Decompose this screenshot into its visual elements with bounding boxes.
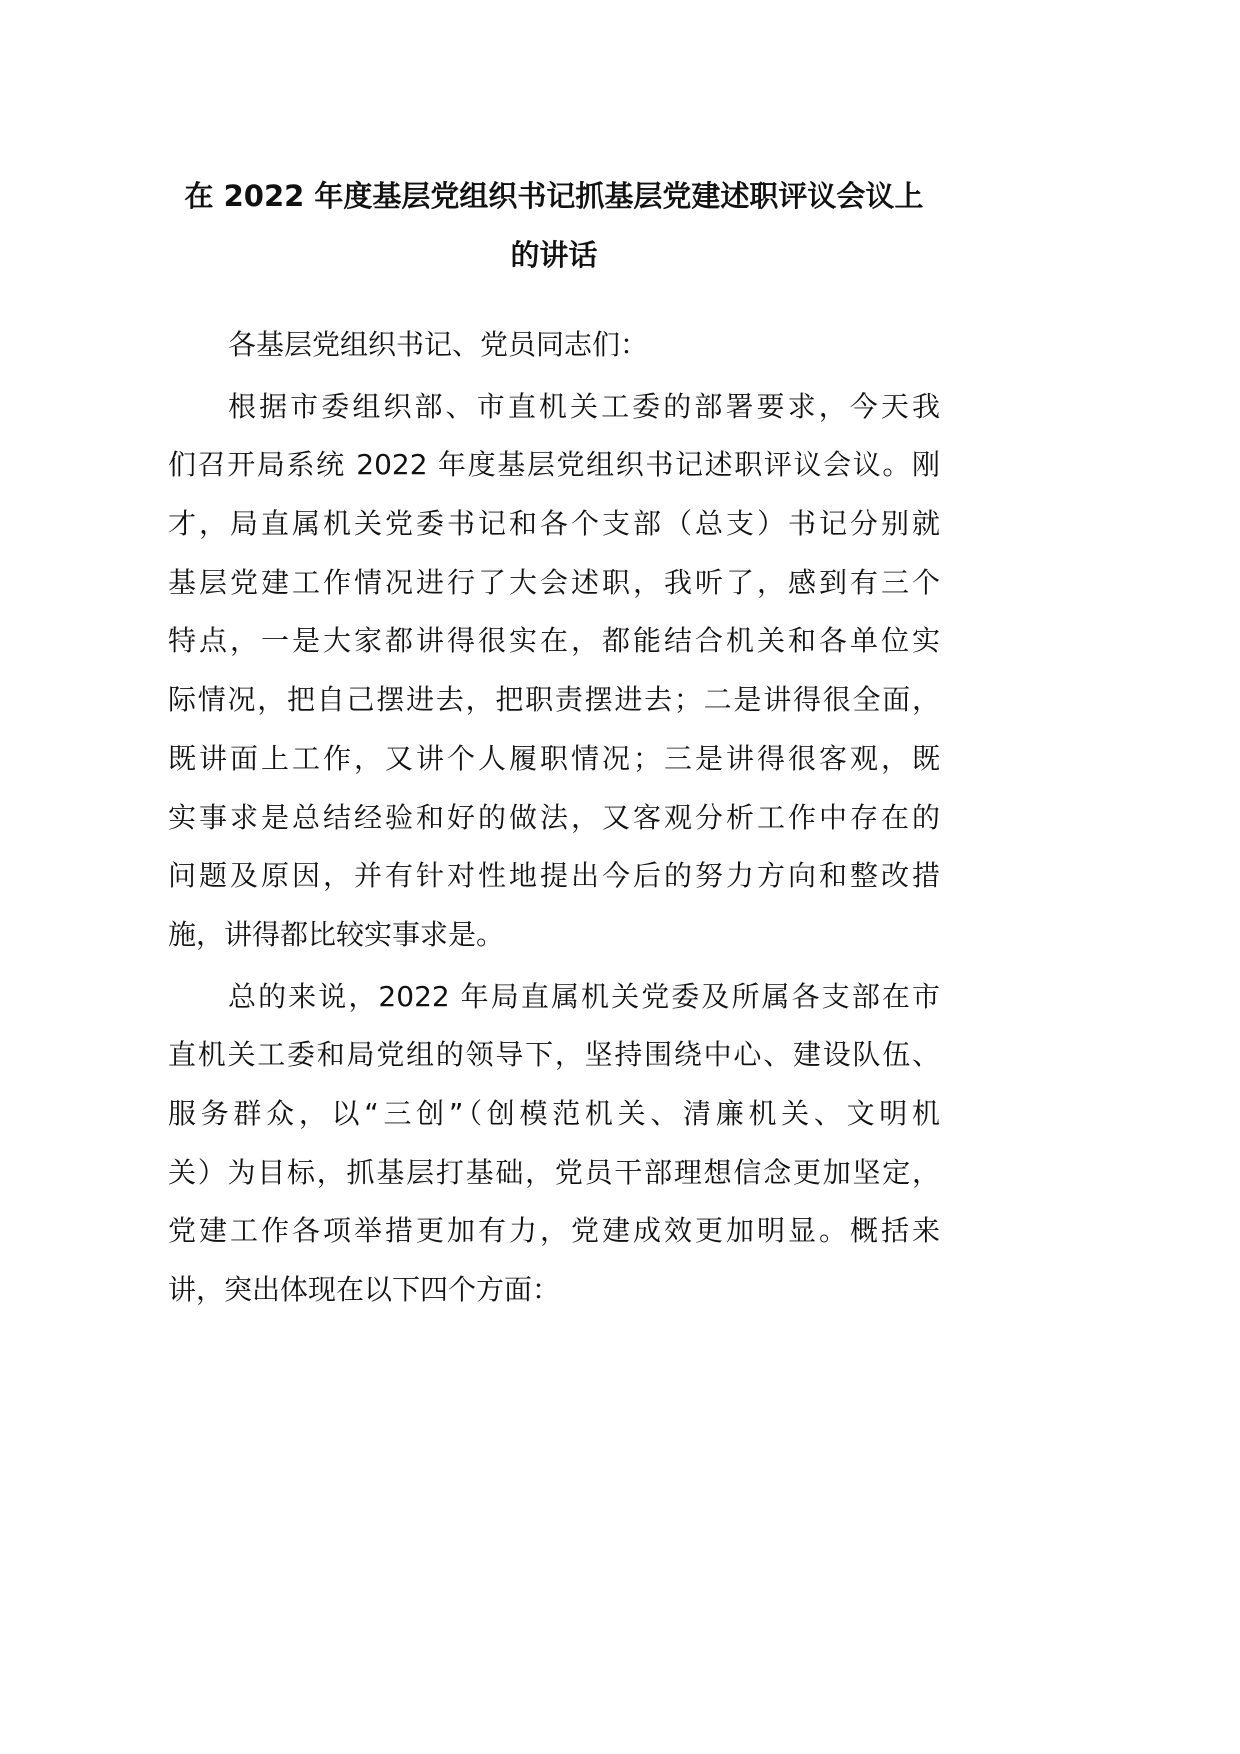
paragraph-line: 服务群众，以“三创”（创模范机关、清廉机关、文明机 [168,1096,940,1130]
paragraph-line: 讲，突出体现在以下四个方面： [168,1273,561,1306]
document-body [168,316,940,1320]
paragraph [168,968,940,1320]
paragraph [168,316,940,375]
paragraph-line: 才，局直属机关党委书记和各个支部（总支）书记分别就 [168,507,940,541]
paragraph-line: 直机关工委和局党组的领导下，坚持围绕中心、建设队伍、 [168,1038,940,1072]
paragraph-line: 基层党建工作情况进行了大会述职，我听了，感到有三个 [168,565,940,599]
paragraph-line: 问题及原因，并有针对性地提出今后的努力方向和整改措 [168,859,940,893]
title-line-1: 在 2022 年度基层党组织书记抓基层党建述职评议会议上 [184,179,924,213]
paragraph-line: 特点，一是大家都讲得很实在，都能结合机关和各单位实 [168,624,940,658]
paragraph-line: 们召开局系统 2022 年度基层党组织书记述职评议会议。刚 [168,448,940,482]
paragraph-line: 关）为目标，抓基层打基础，党员干部理想信念更加坚定， [168,1155,940,1189]
paragraph-line: 实事求是总结经验和好的做法，又客观分析工作中存在的 [168,800,940,834]
paragraph [168,378,940,965]
paragraph-line: 既讲面上工作，又讲个人履职情况；三是讲得很客观，既 [168,741,940,775]
title-line-2: 的讲话 [510,238,598,272]
paragraph-line: 根据市委组织部、市直机关工委的部署要求，今天我 [228,389,940,423]
document-title [168,167,940,285]
paragraph-line: 党建工作各项举措更加有力，党建成效更加明显。概括来 [168,1214,940,1248]
paragraph-line: 施，讲得都比较实事求是。 [168,917,505,951]
paragraph-line: 际情况，把自己摆进去，把职责摆进去；二是讲得很全面， [168,683,940,717]
paragraph-line: 各基层党组织书记、党员同志们： [228,328,649,361]
paragraph-line: 总的来说，2022 年局直属机关党委及所属各支部在市 [228,979,940,1013]
